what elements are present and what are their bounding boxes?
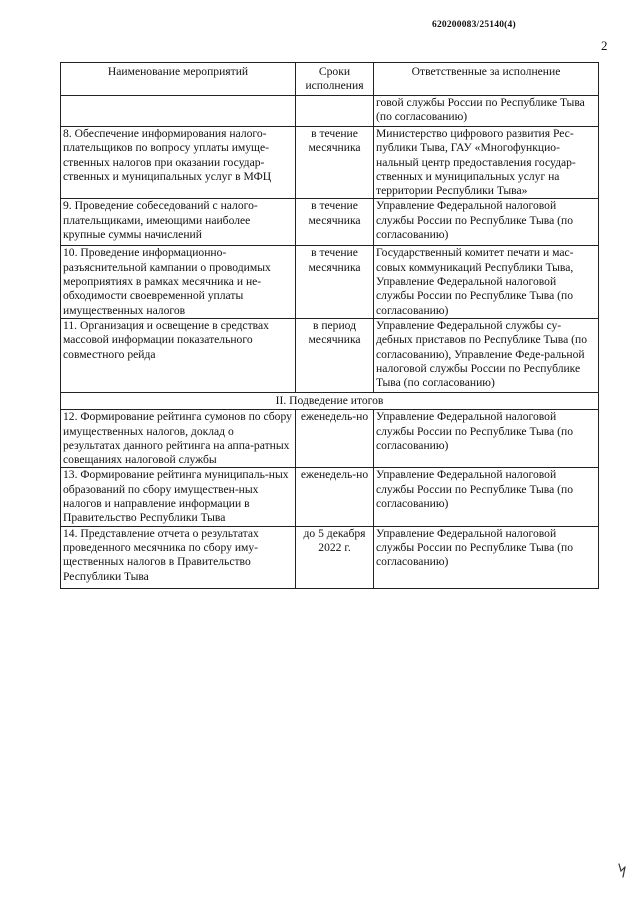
table-row [61, 468, 599, 526]
deadline-cell: в течение месячника [296, 199, 374, 246]
section-row [61, 392, 599, 409]
section-title: II. Подведение итогов [61, 392, 599, 409]
header-responsible: Ответственные за исполнение [374, 63, 599, 96]
deadline-cell [296, 96, 374, 127]
deadline-cell: в течение месячника [296, 246, 374, 318]
deadline-cell: в период месячника [296, 318, 374, 392]
activity-cell: 12. Формирование рейтинга сумонов по сбору имущественных налогов, доклад о результатах данного рейтинга на аппа-ратных совещаниях налоговой службы [61, 410, 296, 468]
header-deadline: Сроки исполнения [296, 63, 374, 96]
table-row [61, 246, 599, 318]
table-row [61, 526, 599, 588]
table-row [61, 318, 599, 392]
table-row [61, 96, 599, 127]
activity-cell: 14. Представление отчета о результатах проведенного месячника по сбору иму-щественных налогов в Правительство Республики Тыва [61, 526, 296, 588]
deadline-cell: еженедель-но [296, 468, 374, 526]
activity-cell: 13. Формирование рейтинга муниципаль-ных образований по сбору имуществен-ных налогов и направление информации в Правительство Республики Тыва [61, 468, 296, 526]
table-header-row [61, 63, 599, 96]
activity-cell [61, 96, 296, 127]
activity-cell: 9. Проведение собеседований с налого-плательщиками, имеющими наиболее крупные суммы начислений [61, 199, 296, 246]
table-row [61, 127, 599, 199]
responsible-cell: Управление Федеральной налоговой службы России по Республике Тыва (по согласованию) [374, 526, 599, 588]
activity-cell: 8. Обеспечение информирования налого-плательщиков по вопросу уплаты имуще-ственных налогов при оказании государ-ственных и муниципальных услуг в МФЦ [61, 127, 296, 199]
activity-cell: 10. Проведение информационно-разъяснительной кампании о проводимых мероприятиях в рамках месячника и не-обходимости своевременной уплаты имущественных налогов [61, 246, 296, 318]
table-row [61, 199, 599, 246]
responsible-cell: говой службы России по Республике Тыва (по согласованию) [374, 96, 599, 127]
responsible-cell: Министерство цифрового развития Рес-публики Тыва, ГАУ «Многофункцио-нальный центр предоставления государ-ственных и муниципальных услуг на территории Республики Тыва» [374, 127, 599, 199]
deadline-cell: еженедель-но [296, 410, 374, 468]
table-row [61, 410, 599, 468]
handwritten-mark-icon [616, 862, 630, 878]
responsible-cell: Управление Федеральной службы су-дебных приставов по Республике Тыва (по согласованию), Управление Феде-ральной налоговой службы России по Республике Тыва (по согласованию) [374, 318, 599, 392]
activity-cell: 11. Организация и освещение в средствах массовой информации показательного совместного рейда [61, 318, 296, 392]
responsible-cell: Управление Федеральной налоговой службы России по Республике Тыва (по согласованию) [374, 410, 599, 468]
deadline-cell: до 5 декабря 2022 г. [296, 526, 374, 588]
events-table [60, 62, 599, 589]
document-code: 620200083/25140(4) [432, 20, 516, 30]
deadline-cell: в течение месячника [296, 127, 374, 199]
responsible-cell: Управление Федеральной налоговой службы России по Республике Тыва (по согласованию) [374, 199, 599, 246]
header-activity: Наименование мероприятий [61, 63, 296, 96]
responsible-cell: Управление Федеральной налоговой службы России по Республике Тыва (по согласованию) [374, 468, 599, 526]
page-number: 2 [601, 38, 608, 53]
responsible-cell: Государственный комитет печати и мас-совых коммуникаций Республики Тыва, Управление Федеральной налоговой службы России по Республике Тыва (по согласованию) [374, 246, 599, 318]
